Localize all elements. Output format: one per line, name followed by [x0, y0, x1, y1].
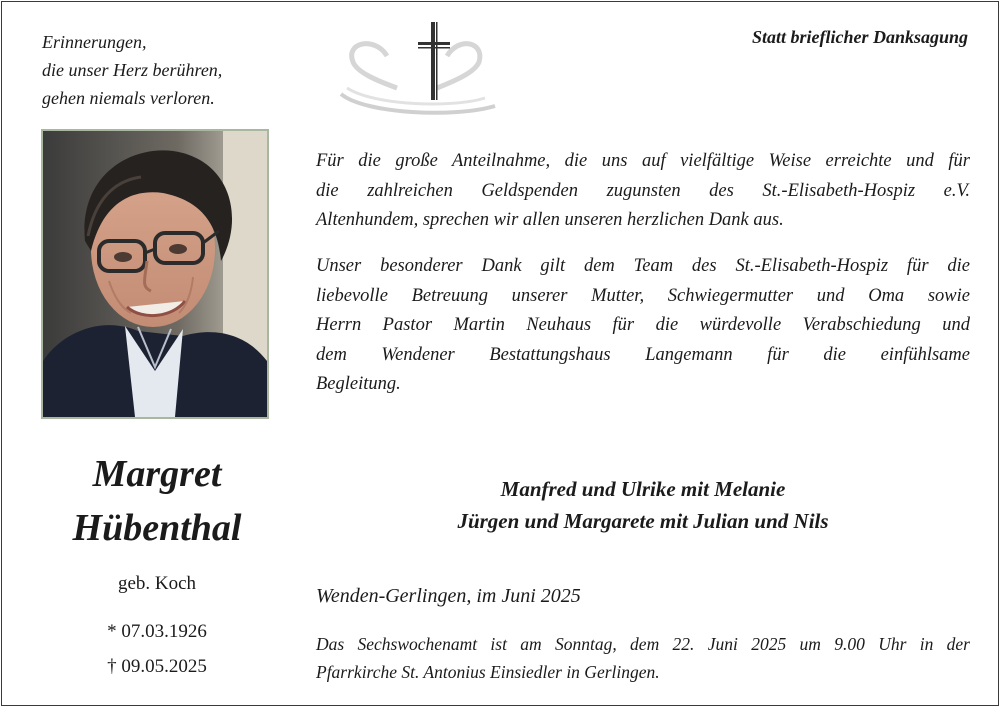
text-line: Pfarrkirche St. Antonius Einsiedler in Gerlingen. — [316, 662, 660, 682]
maiden-name: geb. Koch — [117, 573, 197, 594]
deceased-first-name: Margret — [92, 453, 222, 495]
place-date: Wenden-Gerlingen, im Juni 2025 — [316, 585, 581, 607]
memorial-quote — [42, 28, 222, 112]
mass-note — [316, 630, 970, 686]
text-line: Herrn Pastor Martin Neuhaus für die würdevolle Verabschiedung und — [316, 315, 970, 335]
signers-list — [316, 473, 970, 537]
death-date: † 09.05.2025 — [107, 656, 207, 677]
portrait-photo — [41, 129, 269, 419]
thanks-paragraph-1 — [316, 147, 970, 236]
text-line: Begleitung. — [316, 374, 401, 394]
quote-line: gehen niemals verloren. — [42, 88, 215, 108]
quote-line: Erinnerungen, — [42, 32, 147, 52]
signer-line: Manfred und Ulrike mit Melanie — [500, 477, 786, 501]
quote-line: die unser Herz berühren, — [42, 60, 223, 80]
text-line: Unser besonderer Dank gilt dem Team des St.-Elisabeth-Hospiz für die — [316, 256, 970, 276]
text-line: Für die große Anteilnahme, die uns auf vielfältige Weise erreichte und für — [316, 151, 970, 171]
thanks-paragraph-2 — [316, 252, 970, 400]
obituary-card — [1, 1, 999, 706]
text-line: liebevolle Betreuung unserer Mutter, Schwiegermutter und Oma sowie — [316, 285, 970, 306]
text-line: dem Wendener Bestattungshaus Langemann für die einfühlsame — [316, 344, 970, 365]
deceased-last-name: Hübenthal — [72, 507, 242, 549]
cross-heart-icon — [335, 18, 500, 122]
text-line: Das Sechswochenamt ist am Sonntag, dem 22. Juni 2025 um 9.00 Uhr in der — [316, 634, 970, 654]
birth-date: * 07.03.1926 — [107, 621, 207, 642]
text-line: die zahlreichen Geldspenden zugunsten des St.-Elisabeth-Hospiz e.V. — [316, 180, 970, 201]
page-title: Statt brieflicher Danksagung — [751, 27, 968, 47]
text-line: Altenhundem, sprechen wir allen unseren herzlichen Dank aus. — [316, 210, 784, 230]
signer-line: Jürgen und Margarete mit Julian und Nils — [457, 509, 829, 533]
